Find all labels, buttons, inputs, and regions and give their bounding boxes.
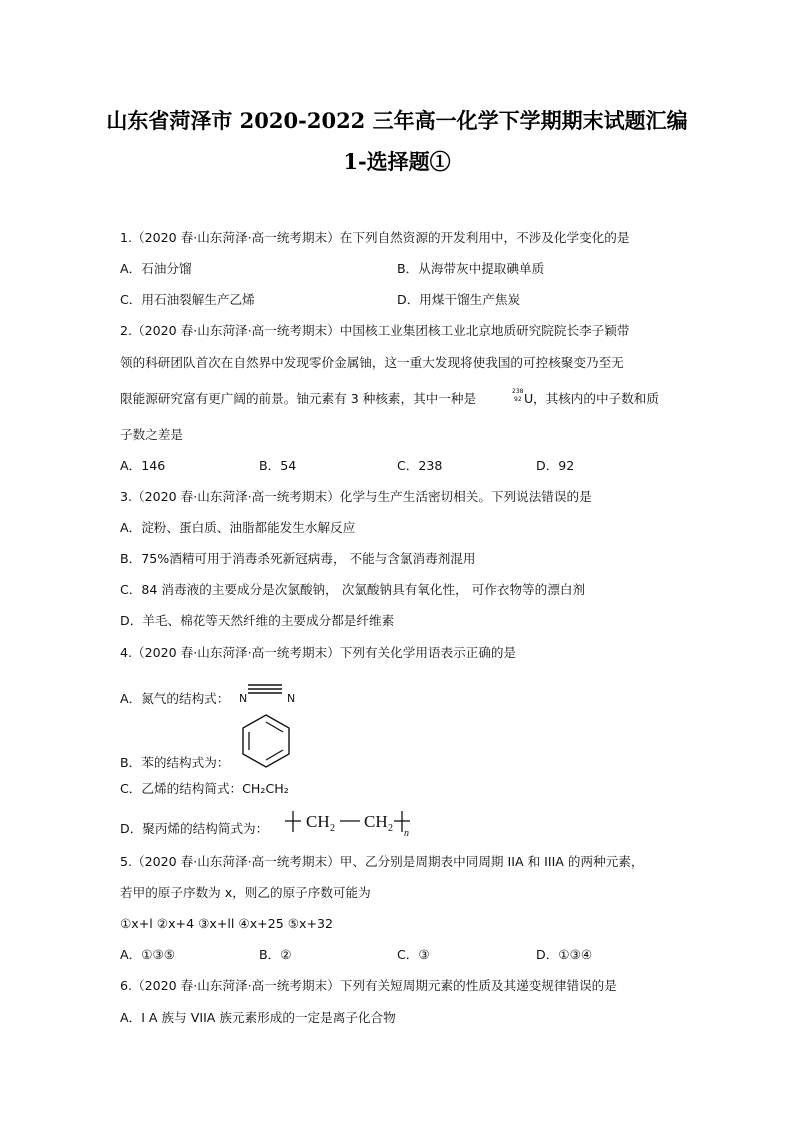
q2-option-c: C．238: [397, 458, 443, 473]
q1-option-c: C．用石油裂解生产乙烯: [120, 292, 255, 307]
q1-option-d: D．用煤干馏生产焦炭: [397, 292, 521, 307]
q4-option-b: B．苯的结构式为：: [120, 755, 230, 770]
q1-option-b: B．从海带灰中提取碘单质: [397, 261, 545, 276]
q5-stem-line1: 5.（2020 春·山东菏泽·高一统考期末）甲、乙分别是周期表中同周期 IIA 和 IIIA 的两种元素，: [120, 854, 644, 869]
q3-option-c: C．84 消毒液的主要成分是次氯酸钠， 次氯酸钠具有氧化性， 可作衣物等的漂白剂: [120, 582, 586, 597]
q2-stem-line3: 限能源研究富有更广阔的前景。铀元素有 3 种核素，其中一种是: [120, 391, 477, 406]
q5-choices: ①x+l ②x+4 ③x+ll ④x+25 ⑤x+32: [120, 916, 334, 931]
q5-option-d: D．①③④: [536, 947, 593, 962]
n2-atom-left: N: [239, 692, 248, 705]
polymer-right-sub: 2: [388, 823, 393, 834]
polymer-left-sub: 2: [330, 823, 335, 834]
q4-option-d: D．聚丙烯的结构简式为：: [120, 821, 269, 836]
q1-stem: 1.（2020 春·山东菏泽·高一统考期末）在下列自然资源的开发利用中，不涉及化学变化的是: [120, 230, 630, 245]
q4-option-c: C．乙烯的结构简式：CH₂CH₂: [120, 781, 289, 796]
triple-bond-icon: [248, 683, 284, 695]
q5-option-b: B．②: [259, 947, 292, 962]
q5-option-a: A．①③⑤: [120, 947, 176, 962]
polypropylene-formula: [280, 804, 420, 838]
q3-option-b: B．75%酒精可用于消毒杀死新冠病毒， 不能与含氯消毒剂混用: [120, 551, 476, 566]
q4-option-a: A．氮气的结构式：: [120, 691, 230, 706]
n2-atom-right: N: [287, 692, 296, 705]
nuclide-mass-number: 238: [512, 388, 524, 395]
benzene-ring-icon: [238, 712, 294, 770]
q6-option-a: A．I A 族与 VIIA 族元素形成的一定是离子化合物: [120, 1010, 396, 1025]
q5-option-c: C．③: [397, 947, 430, 962]
q1-option-a: A．石油分馏: [120, 261, 192, 276]
q3-option-a: A．淀粉、蛋白质、油脂都能发生水解反应: [120, 520, 356, 535]
document-title-line2: 1-选择题①: [343, 149, 451, 174]
q3-option-d: D．羊毛、棉花等天然纤维的主要成分都是纤维素: [120, 613, 395, 628]
polymer-left-group: CH: [306, 812, 330, 831]
q2-stem-line2: 领的科研团队首次在自然界中发现零价金属铀，这一重大发现将使我国的可控核聚变乃至无: [120, 355, 624, 370]
q2-option-a: A．146: [120, 458, 166, 473]
nuclide-symbol: U: [524, 391, 534, 406]
q4-stem: 4.（2020 春·山东菏泽·高一统考期末）下列有关化学用语表示正确的是: [120, 645, 517, 660]
nuclide-atomic-number: 92: [514, 396, 522, 403]
q2-stem-line1: 2.（2020 春·山东菏泽·高一统考期末）中国核工业集团核工业北京地质研究院院长李子颖带: [120, 323, 630, 338]
q2-option-d: D．92: [536, 458, 575, 473]
q6-stem: 6.（2020 春·山东菏泽·高一统考期末）下列有关短周期元素的性质及其递变规律错误的是: [120, 978, 617, 993]
document-title-line1: 山东省菏泽市 2020-2022 三年高一化学下学期期末试题汇编: [106, 108, 688, 133]
q3-stem: 3.（2020 春·山东菏泽·高一统考期末）化学与生产生活密切相关。下列说法错误的是: [120, 489, 592, 504]
q5-stem-line2: 若甲的原子序数为 x，则乙的原子序数可能为: [120, 885, 371, 900]
q2-stem-line3-tail: ，其核内的中子数和质: [533, 391, 659, 406]
polymer-right-group: CH: [364, 812, 388, 831]
polymer-n: n: [404, 828, 409, 838]
q2-stem-line4: 子数之差是: [120, 427, 183, 442]
q2-option-b: B．54: [259, 458, 297, 473]
